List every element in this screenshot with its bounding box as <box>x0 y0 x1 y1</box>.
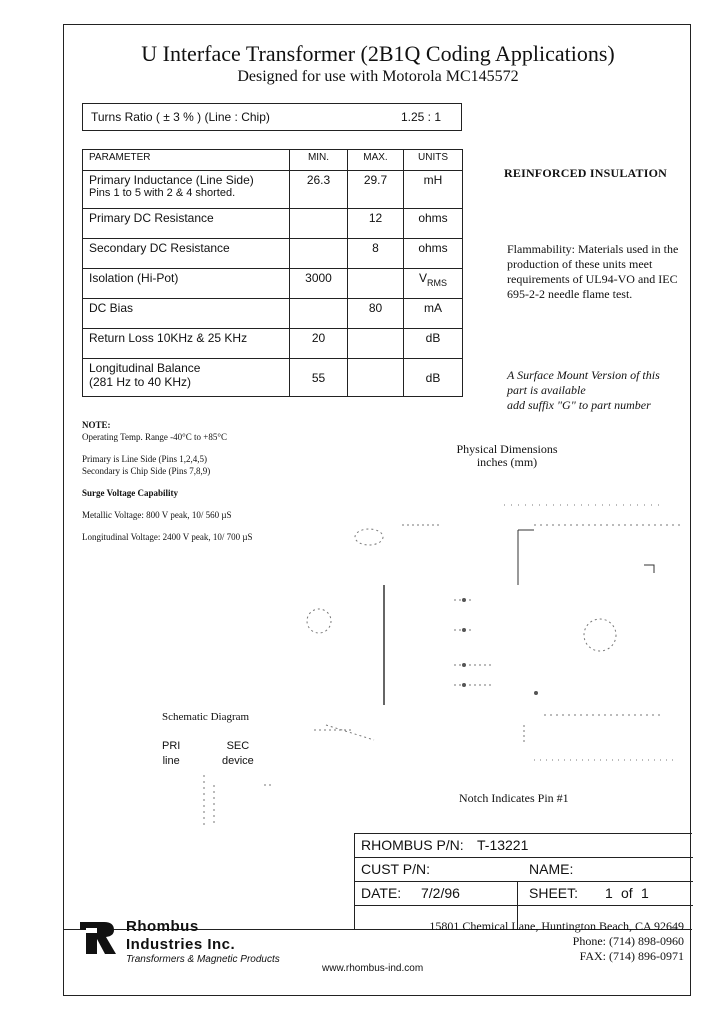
note-temp: Operating Temp. Range -40°C to +85°C <box>82 432 227 442</box>
phys-units-text: inches (mm) <box>476 455 538 469</box>
note-metallic: Metallic Voltage: 800 V peak, 10/ 560 µS <box>82 510 232 520</box>
sec-sub-label: device <box>222 755 254 767</box>
col-max: MAX. <box>348 150 404 171</box>
company-url[interactable]: www.rhombus-ind.com <box>322 963 424 974</box>
surface-mount-line: add suffix "G" to part number <box>507 398 651 412</box>
phys-title-text: Physical Dimensions <box>456 442 558 456</box>
schematic-title: Schematic Diagram <box>162 711 250 723</box>
sheet-of: of <box>621 885 633 901</box>
units-cell: dB <box>404 329 463 359</box>
rhombus-logo-icon <box>78 920 118 956</box>
note-secondary: Secondary is Chip Side (Pins 7,8,9) <box>82 466 211 476</box>
pn-row <box>355 834 693 858</box>
param-cell: DC Bias <box>83 299 290 329</box>
param-note: (281 Hz to 40 KHz) <box>89 375 192 389</box>
date-label: DATE: <box>361 885 402 901</box>
name-label: NAME: <box>529 861 574 877</box>
turns-ratio-label: Turns Ratio ( ± 3 % ) (Line : Chip) <box>91 110 270 124</box>
max-cell: 12 <box>348 209 404 239</box>
turns-ratio-value: 1.25 : 1 <box>400 110 441 124</box>
sec-label: SEC <box>226 740 250 752</box>
param-cell: Primary DC Resistance <box>83 209 290 239</box>
fax-line: FAX: (714) 896-0971 <box>579 949 684 963</box>
col-units: UNITS <box>404 150 463 171</box>
page-title: U Interface Transformer (2B1Q Coding Applications) <box>141 41 615 66</box>
sheet-total: 1 <box>641 885 649 901</box>
units-subscript: RMS <box>427 278 447 288</box>
param-cell: Isolation (Hi-Pot) <box>83 269 290 299</box>
param-text: Longitudinal Balance <box>89 361 201 375</box>
note-primary: Primary is Line Side (Pins 1,2,4,5) <box>82 454 207 464</box>
company-address <box>384 919 684 964</box>
param-note: Pins 1 to 5 with 2 & 4 shorted. <box>89 187 236 199</box>
datasheet-frame <box>63 24 691 996</box>
rhombus-pn-value: T-13221 <box>477 837 529 853</box>
company-name-line1: Rhombus <box>126 918 199 935</box>
units-cell: dB <box>404 359 463 397</box>
col-parameter: PARAMETER <box>83 150 290 171</box>
part-number-block <box>354 833 692 929</box>
max-cell: 8 <box>348 239 404 269</box>
sheet-label: SHEET: <box>529 885 579 901</box>
pri-label: PRI <box>162 740 181 752</box>
col-min: MIN. <box>290 150 348 171</box>
page-subtitle: Designed for use with Motorola MC145572 <box>237 68 519 85</box>
min-cell: 3000 <box>290 269 348 299</box>
company-name-line2: Industries Inc. <box>126 936 236 953</box>
surge-heading: Surge Voltage Capability <box>82 488 179 498</box>
cust-pn-label: CUST P/N: <box>361 861 430 877</box>
param-cell: Secondary DC Resistance <box>83 239 290 269</box>
address-line: 15801 Chemical Lane, Huntington Beach, CA 92649 <box>429 919 684 933</box>
min-cell: 20 <box>290 329 348 359</box>
flammability-note: Flammability: Materials used in the production of these units meet requirements of UL94-VO and IEC 695-2-2 needle flame test. <box>507 242 679 301</box>
dimension-drawing <box>64 25 692 825</box>
units-cell: ohms <box>404 239 463 269</box>
company-tagline: Transformers & Magnetic Products <box>126 954 280 965</box>
notch-note: Notch Indicates Pin #1 <box>459 791 569 805</box>
pri-sub-label: line <box>162 755 180 767</box>
units-cell: ohms <box>404 209 463 239</box>
units-cell: mH <box>404 171 463 209</box>
surface-mount-line: part is available <box>507 383 586 397</box>
rhombus-pn-label: RHOMBUS P/N: <box>361 837 464 853</box>
param-text: Primary Inductance (Line Side) <box>89 173 254 187</box>
min-cell: 26.3 <box>290 171 348 209</box>
units-cell: mA <box>404 299 463 329</box>
notes-heading: NOTE: <box>82 420 111 430</box>
units-text: V <box>418 271 427 285</box>
note-longitudinal: Longitudinal Voltage: 2400 V peak, 10/ 700 µS <box>82 532 253 542</box>
date-row <box>355 882 693 906</box>
reinforced-insulation-label: REINFORCED INSULATION <box>504 166 668 180</box>
surface-mount-line: A Surface Mount Version of this <box>507 368 660 382</box>
cust-row <box>355 858 693 882</box>
sheet-value: 1 <box>605 885 613 901</box>
min-cell: 55 <box>290 359 348 397</box>
date-value: 7/2/96 <box>421 885 460 901</box>
schematic-pri-label <box>162 739 180 769</box>
param-cell: Return Loss 10KHz & 25 KHz <box>83 329 290 359</box>
max-cell: 29.7 <box>348 171 404 209</box>
schematic-sec-label <box>222 739 254 769</box>
phone-line: Phone: (714) 898-0960 <box>572 934 684 948</box>
max-cell: 80 <box>348 299 404 329</box>
